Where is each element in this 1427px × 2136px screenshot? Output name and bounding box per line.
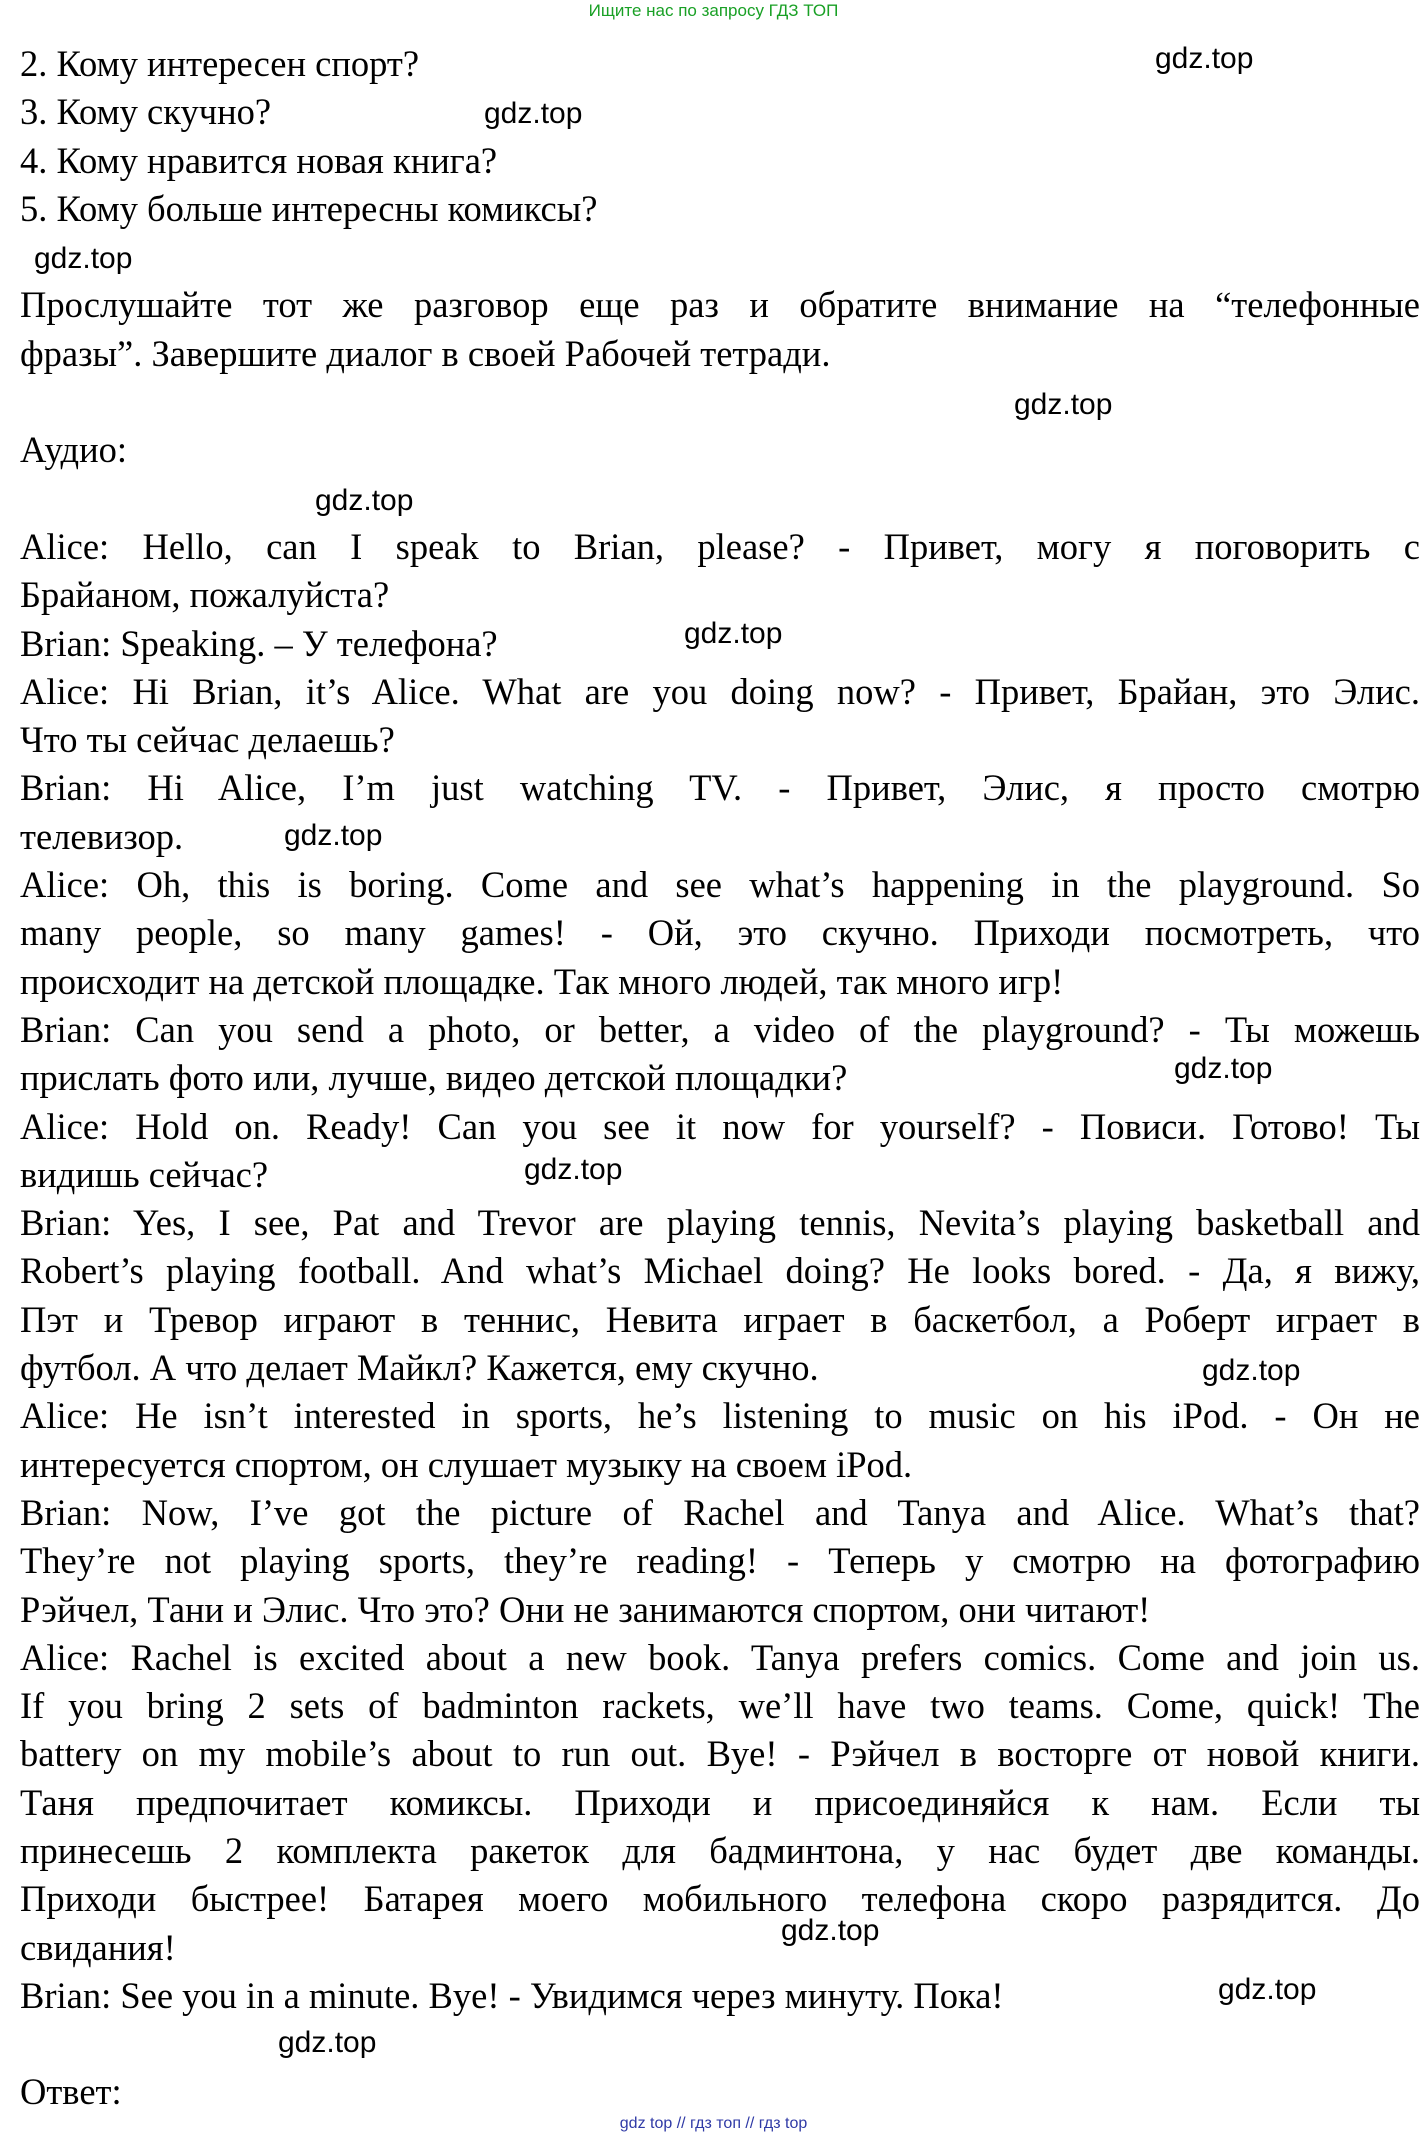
dialogue-line: Robert’s playing football. And what’s Michael doing? He looks bored. - Да, я вижу, (20, 1250, 1420, 1292)
watermark: gdz.top (1218, 1973, 1317, 2006)
question-5: 5. Кому больше интересны комиксы? (20, 187, 598, 229)
dialogue-line: Alice: He isn’t interested in sports, he’s listening to music on his iPod. - Он не (20, 1395, 1420, 1437)
dialogue-line: Brian: Yes, I see, Pat and Trevor are playing tennis, Nevita’s playing basketball and (20, 1202, 1420, 1244)
spacer (20, 378, 1420, 426)
dialogue-line: телевизор. (20, 815, 184, 857)
dialogue-line: They’re not playing sports, they’re reading! - Теперь у смотрю на фотографию (20, 1540, 1420, 1582)
dialogue-line: Брайаном, пожалуйста? (20, 574, 390, 616)
dialogue-line: many people, so many games! - Ой, это скучно. Приходи посмотреть, что (20, 912, 1420, 954)
dialogue-line: Рэйчел, Тани и Элис. Что это? Они не занимаются спортом, они читают! (20, 1588, 1151, 1630)
dialogue-line: прислать фото или, лучше, видео детской площадки? (20, 1057, 848, 1099)
watermark: gdz.top (684, 617, 783, 650)
dialogue-line: Приходи быстрее! Батарея моего мобильного телефона скоро разрядится. До (20, 1878, 1420, 1920)
dialogue-line: Brian: Now, I’ve got the picture of Rachel and Tanya and Alice. What’s that? (20, 1491, 1420, 1533)
dialogue-line: If you bring 2 sets of badminton rackets, we’ll have two teams. Come, quick! The (20, 1685, 1420, 1727)
instruction-line-1: Прослушайте тот же разговор еще раз и обратите внимание на “телефонные (20, 284, 1420, 326)
watermark: gdz.top (484, 97, 583, 130)
dialogue-line: Alice: Hold on. Ready! Can you see it now for yourself? - Повиси. Готово! Ты (20, 1105, 1420, 1147)
watermark: gdz.top (1014, 388, 1113, 421)
question-2: 2. Кому интересен спорт? (20, 43, 420, 84)
dialogue-line: свидания! (20, 1926, 176, 1968)
dialogue-line: Таня предпочитает комиксы. Приходи и присоединяйся к нам. Если ты (20, 1781, 1420, 1823)
dialogue-line: Alice: Rachel is excited about a new book. Tanya prefers comics. Come and join us. (20, 1636, 1420, 1678)
spacer (20, 2020, 1420, 2068)
watermark: gdz.top (34, 242, 133, 275)
watermark: gdz.top (278, 2026, 377, 2059)
dialogue-line: Alice: Hello, can I speak to Brian, please? - Привет, могу я поговорить с (20, 525, 1420, 567)
audio-heading: Аудио: (20, 429, 127, 471)
dialogue-line: Alice: Hi Brian, it’s Alice. What are you doing now? - Привет, Брайан, это Элис. (20, 670, 1420, 712)
spacer (20, 233, 1420, 281)
footer-links[interactable]: gdz top // гдз топ // гдз top (619, 2115, 808, 2132)
dialogue-line: Brian: Can you send a photo, or better, a video of the playground? - Ты можешь (20, 1008, 1420, 1050)
dialogue-line: Brian: Hi Alice, I’m just watching TV. - Привет, Элис, я просто смотрю (20, 767, 1420, 809)
instruction-line-2: фразы”. Завершите диалог в своей Рабочей тетради. (20, 332, 831, 374)
dialogue-line: Что ты сейчас делаешь? (20, 719, 395, 761)
dialogue-line: происходит на детской площадке. Так много людей, так много игр! (20, 960, 1064, 1002)
watermark: gdz.top (1174, 1052, 1273, 1085)
watermark: gdz.top (284, 819, 383, 852)
dialogue-line: принесешь 2 комплекта ракеток для бадминтона, у нас будет две команды. (20, 1829, 1420, 1871)
watermark: gdz.top (1155, 42, 1254, 75)
dialogue-line: battery on my mobile’s about to run out. Bye! - Рэйчел в восторге от новой книги. (20, 1733, 1420, 1775)
dialogue-line: интересуется спортом, он слушает музыку на своем iPod. (20, 1443, 913, 1485)
answer-heading: Ответ: (20, 2071, 122, 2113)
watermark: gdz.top (1202, 1354, 1301, 1387)
dialogue-line: Alice: Oh, this is boring. Come and see what’s happening in the playground. So (20, 864, 1420, 906)
dialogue-line: футбол. А что делает Майкл? Кажется, ему скучно. (20, 1347, 819, 1389)
top-banner[interactable]: Ищите нас по запросу ГДЗ ТОП (588, 1, 839, 20)
watermark: gdz.top (524, 1153, 623, 1186)
question-3: 3. Кому скучно? (20, 91, 272, 133)
watermark: gdz.top (781, 1914, 880, 1947)
watermark: gdz.top (315, 484, 414, 517)
question-4: 4. Кому нравится новая книга? (20, 139, 498, 181)
dialogue-line: Brian: See you in a minute. Bye! - Увидимся через минуту. Пока! (20, 1974, 1004, 2016)
spacer (20, 475, 1420, 523)
dialogue-line: Пэт и Тревор играют в теннис, Невита играет в баскетбол, а Роберт играет в (20, 1298, 1420, 1340)
dialogue-line: Brian: Speaking. – У телефона? (20, 622, 498, 664)
dialogue-line: видишь сейчас? (20, 1153, 269, 1195)
